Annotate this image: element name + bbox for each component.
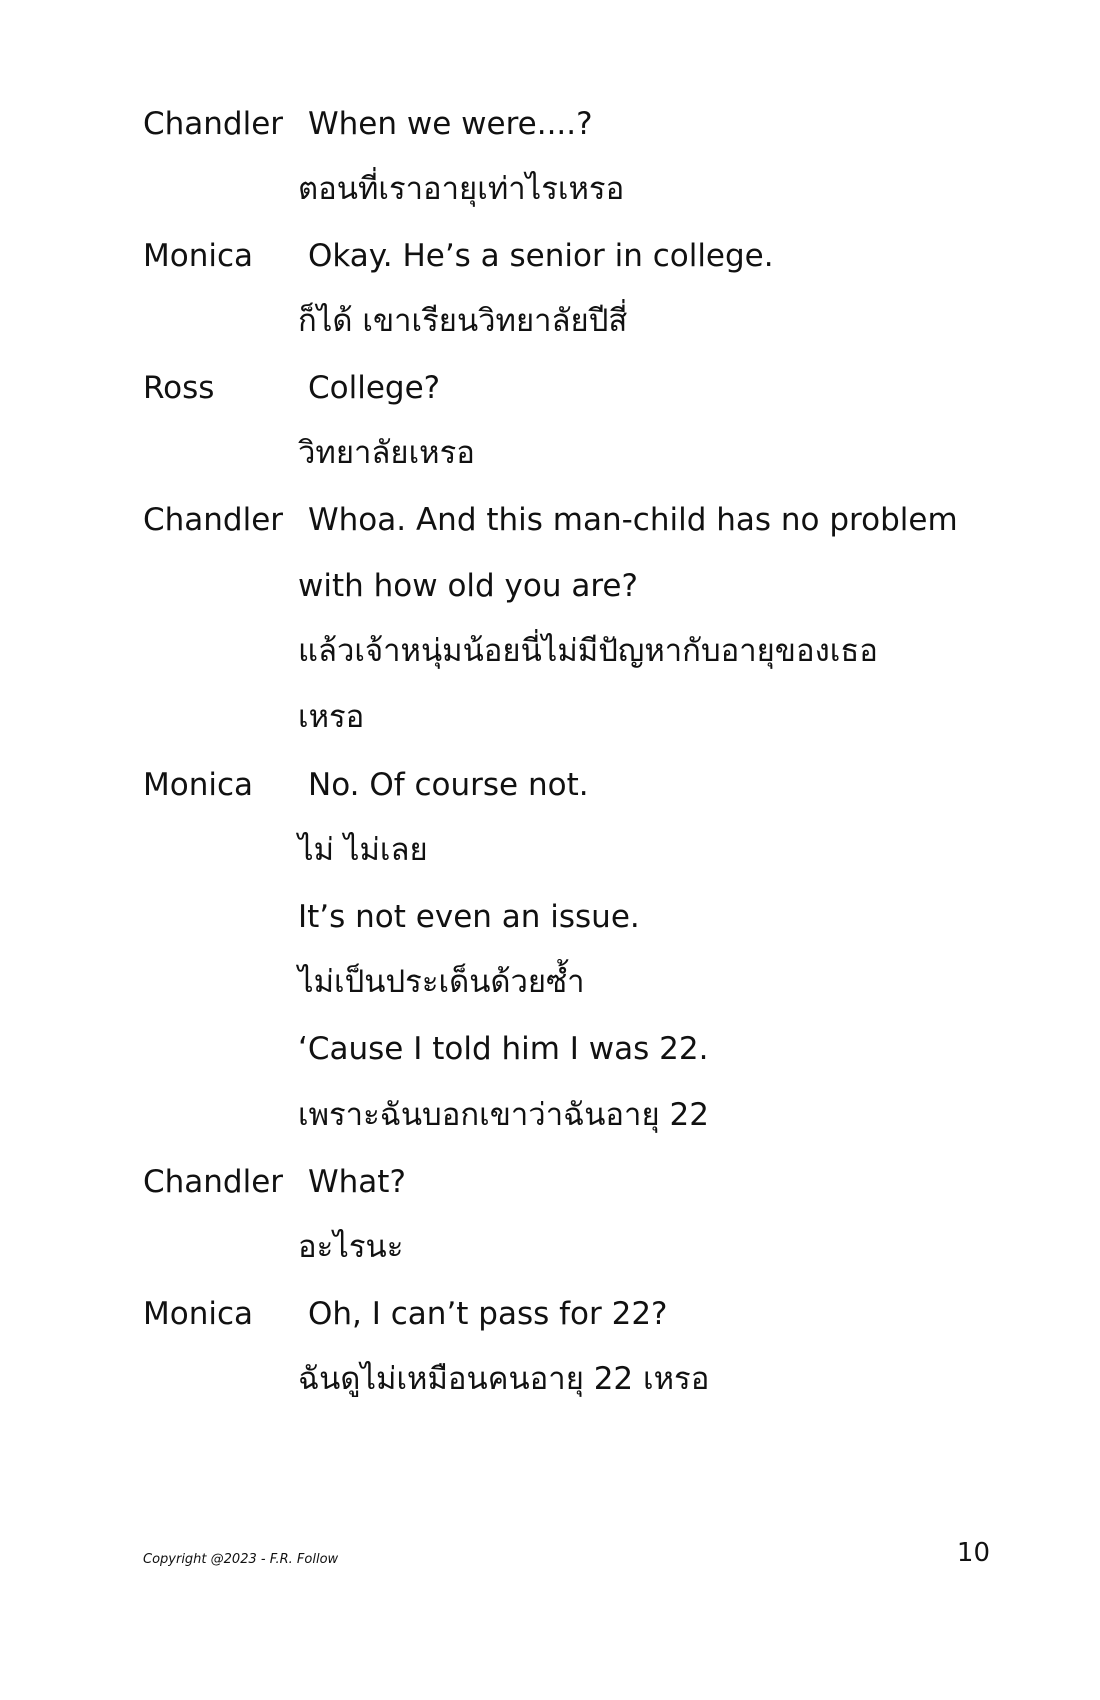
copyright-notice: Copyright @2023 - F.R. Follow <box>143 1552 339 1567</box>
speaker-name: Chandler <box>143 1164 284 1200</box>
speaker-name: Ross <box>143 370 215 406</box>
english-line: No. Of course not. <box>308 767 589 803</box>
speaker-name: Monica <box>143 1296 254 1332</box>
english-line: ‘Cause I told him I was 22. <box>298 1031 709 1067</box>
thai-line: วิทยาลัยเหรอ <box>298 435 475 471</box>
speaker-name: Monica <box>143 767 254 803</box>
thai-line: ไม่เป็นประเด็นด้วยซ้ำ <box>298 964 585 1000</box>
english-line: Okay. He’s a senior in college. <box>308 238 774 274</box>
thai-line: ก็ได้ เขาเรียนวิทยาลัยปีสี่ <box>298 303 628 339</box>
thai-line: เหรอ <box>298 699 365 735</box>
thai-line: ตอนที่เราอายุเท่าไรเหรอ <box>298 171 625 207</box>
english-line: with how old you are? <box>298 568 638 604</box>
speaker-name: Chandler <box>143 106 284 142</box>
speaker-name: Chandler <box>143 502 284 538</box>
thai-line: เพราะฉันบอกเขาว่าฉันอายุ 22 <box>298 1097 709 1133</box>
page-number: 10 <box>956 1538 990 1568</box>
english-line: Whoa. And this man-child has no problem <box>308 502 958 538</box>
thai-line: ฉันดูไม่เหมือนคนอายุ 22 เหรอ <box>298 1361 710 1397</box>
english-line: College? <box>308 370 441 406</box>
speaker-name: Monica <box>143 238 254 274</box>
thai-line: แล้วเจ้าหนุ่มน้อยนี่ไม่มีปัญหากับอายุของเธอ <box>298 633 878 669</box>
english-line: It’s not even an issue. <box>298 899 640 935</box>
english-line: Oh, I can’t pass for 22? <box>308 1296 668 1332</box>
english-line: When we were....? <box>308 106 593 142</box>
thai-line: อะไรนะ <box>298 1229 404 1265</box>
english-line: What? <box>308 1164 406 1200</box>
thai-line: ไม่ ไม่เลย <box>298 832 428 868</box>
